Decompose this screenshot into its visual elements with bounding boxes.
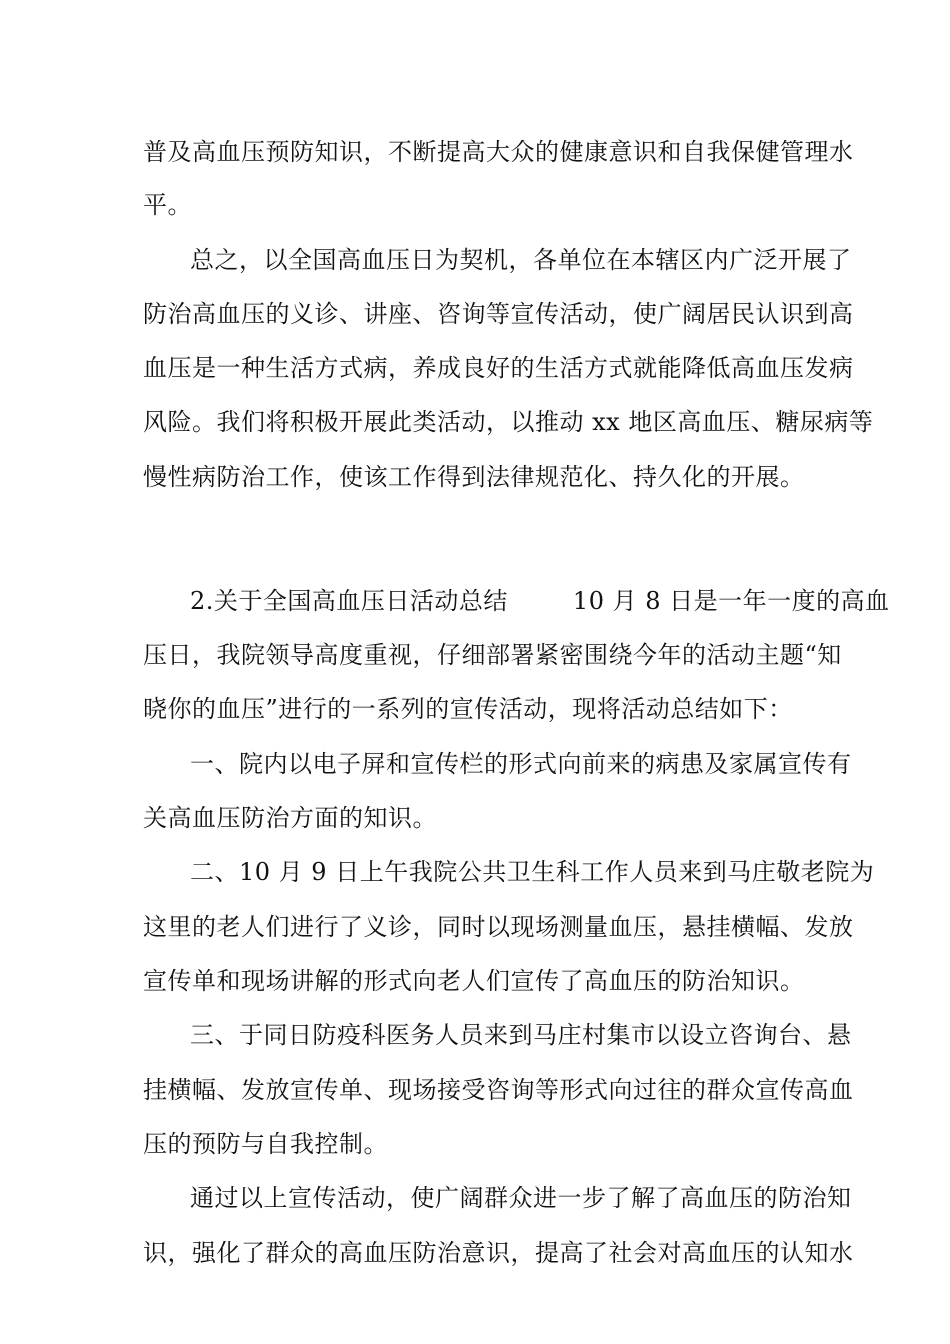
text-line: 识，强化了群众的高血压防治意识，提高了社会对高血压的认知水 [143, 1239, 854, 1267]
text-line: 风险。我们将积极开展此类活动，以推动 xx 地区高血压、糖尿病等 [143, 408, 874, 436]
text-line: 平。 [143, 191, 192, 219]
text-line: 压日，我院领导高度重视，仔细部署紧密围绕今年的活动主题“知 [143, 641, 842, 669]
text-line: 血压是一种生活方式病，养成良好的生活方式就能降低高血压发病 [143, 354, 854, 382]
paragraph-first-line: 总之，以全国高血压日为契机，各单位在本辖区内广泛开展了 [190, 246, 852, 274]
text-line: 挂横幅、发放宣传单、现场接受咨询等形式向过往的群众宣传高血 [143, 1076, 854, 1104]
text-line: 慢性病防治工作，使该工作得到法律规范化、持久化的开展。 [143, 463, 805, 491]
paragraph-first-line: 二、10 月 9 日上午我院公共卫生科工作人员来到马庄敬老院为 [190, 858, 875, 886]
text-line: 普及高血压预防知识，不断提高大众的健康意识和自我保健管理水 [143, 138, 854, 166]
section-heading-line: 2.关于全国高血压日活动总结 10 月 8 日是一年一度的高血 [190, 587, 890, 615]
text-line: 压的预防与自我控制。 [143, 1130, 388, 1158]
text-line: 防治高血压的义诊、讲座、咨询等宣传活动，使广阔居民认识到高 [143, 300, 854, 328]
paragraph-first-line: 通过以上宣传活动，使广阔群众进一步了解了高血压的防治知 [190, 1184, 852, 1212]
text-line: 宣传单和现场讲解的形式向老人们宣传了高血压的防治知识。 [143, 967, 805, 995]
text-line: 这里的老人们进行了义诊，同时以现场测量血压，悬挂横幅、发放 [143, 913, 854, 941]
text-line: 关高血压防治方面的知识。 [143, 804, 437, 832]
paragraph-first-line: 三、于同日防疫科医务人员来到马庄村集市以设立咨询台、悬 [190, 1021, 852, 1049]
paragraph-first-line: 一、院内以电子屏和宣传栏的形式向前来的病患及家属宣传有 [190, 750, 852, 778]
text-line: 晓你的血压”进行的一系列的宣传活动，现将活动总结如下： [143, 695, 793, 723]
